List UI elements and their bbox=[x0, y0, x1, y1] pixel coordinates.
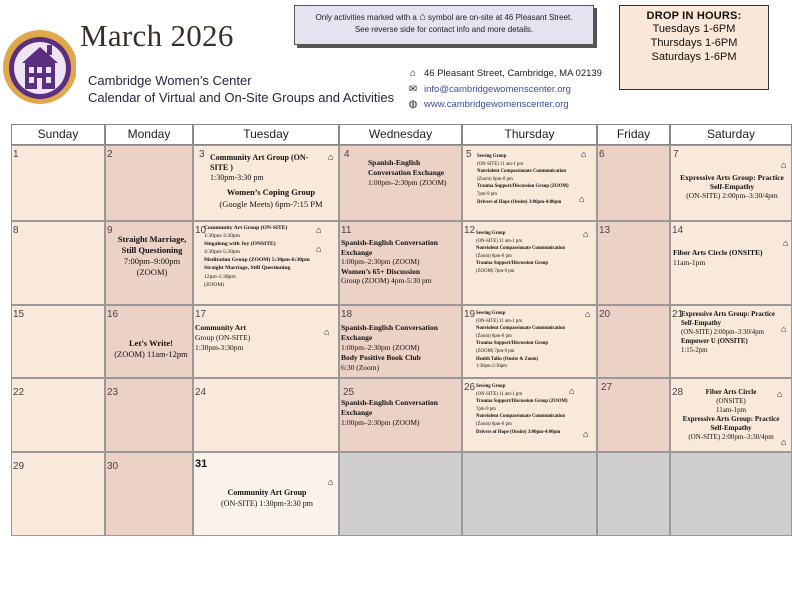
event-title: Drivers of Hope (Onsite) 3:00pm-4:00pm bbox=[477, 199, 562, 205]
event-title: Trauma Support/Discussion Group bbox=[476, 341, 549, 347]
event-title: Straight Marriage, Still Questioning bbox=[117, 234, 187, 255]
event-list bbox=[476, 383, 596, 436]
event-list bbox=[681, 388, 781, 442]
event-list bbox=[675, 173, 789, 200]
event-list bbox=[341, 238, 461, 286]
event-list bbox=[368, 158, 458, 188]
event-time: 4:30pm-5:30pm bbox=[204, 249, 241, 256]
event-list bbox=[110, 338, 192, 360]
event-time: 1:30pm-2:30pm bbox=[476, 364, 507, 370]
event-title: Sewing Group bbox=[477, 154, 507, 159]
house-icon: ⌂ bbox=[585, 309, 591, 319]
event-time: (ON-SITE) 11 am-1 pm bbox=[476, 391, 523, 397]
date-number: 28 bbox=[672, 387, 684, 398]
event-title: Meditation Group (ZOOM) 5:30pm-6:30pm bbox=[204, 257, 310, 264]
house-icon: ⌂ bbox=[581, 149, 587, 159]
event-time: 7pm-9 pm bbox=[476, 406, 496, 412]
event-time: (Google Meets) 6pm-7:15 PM bbox=[219, 199, 323, 209]
day-cell bbox=[670, 305, 792, 378]
event-list bbox=[341, 323, 461, 373]
house-icon: ⌂ bbox=[328, 477, 334, 487]
drop-in-line: Saturdays 1-6PM bbox=[651, 51, 737, 63]
event-time: (Zoom) 6pm-8 pm bbox=[477, 176, 513, 182]
event-title: Trauma Support/Discussion Group bbox=[476, 261, 549, 267]
event-time: (ZOOM) bbox=[204, 281, 225, 288]
house-icon: ⌂ bbox=[324, 327, 330, 337]
onsite-notice bbox=[294, 5, 594, 45]
drop-in-line: Tuesdays 1-6PM bbox=[652, 23, 736, 35]
event-list bbox=[210, 153, 326, 183]
website-row[interactable] bbox=[406, 97, 602, 113]
envelope-icon: ✉ bbox=[408, 83, 418, 95]
event-title: Expressive Arts Group: Practice Self-Empathy bbox=[681, 311, 775, 327]
day-header-wednesday: Wednesday bbox=[339, 124, 462, 145]
event-time: (ON-SITE) 11 am-1 pm bbox=[477, 161, 524, 167]
event-time: 11am-1pm bbox=[673, 258, 706, 267]
event-title: Expressive Arts Group: Practice Self-Empathy bbox=[680, 173, 784, 191]
event-title: Spanish-English Conversation Exchange bbox=[341, 323, 438, 342]
cambridge-womens-center-logo bbox=[2, 25, 76, 105]
house-icon: ⌂ bbox=[781, 324, 787, 334]
date-number: 11 bbox=[341, 225, 352, 236]
house-icon: ⌂ bbox=[583, 429, 589, 439]
date-number: 3 bbox=[199, 149, 205, 160]
event-title: Community Art bbox=[195, 323, 247, 332]
event-list bbox=[673, 248, 781, 268]
event-time: 1:00pm–2:30pm (ZOOM) bbox=[341, 257, 420, 267]
event-title: Singalong with Joy (ONSITE) bbox=[204, 241, 276, 248]
event-title: Trauma Support/Discussion Group (ZOOM) bbox=[477, 184, 569, 190]
globe-icon: ◍ bbox=[408, 99, 418, 110]
day-cell bbox=[597, 221, 670, 305]
event-time: 1:15-2pm bbox=[681, 347, 708, 354]
event-time: (ON-SITE) 2:00pm–3:30/4pm bbox=[681, 329, 764, 336]
event-time: (ON-SITE) 2:00pm–3:30/4pm bbox=[686, 191, 778, 200]
day-header-tuesday: Tuesday bbox=[193, 124, 339, 145]
website-link[interactable]: www.cambridgewomenscenter.org bbox=[424, 99, 569, 110]
house-icon: ⌂ bbox=[316, 225, 322, 235]
event-title: Health Talks (Onsite & Zoom) bbox=[476, 356, 539, 362]
day-cell bbox=[105, 145, 193, 221]
day-cell bbox=[462, 221, 597, 305]
notice-line-1: Only activities marked with a ⌂ symbol are on-site at 46 Pleasant Street. bbox=[315, 11, 573, 23]
house-icon: ⌂ bbox=[328, 152, 334, 162]
house-icon: ⌂ bbox=[419, 11, 426, 23]
event-time: (ON-SITE) 2:00pm–3:30/4pm bbox=[688, 433, 774, 441]
event-time: (ON-SITE) 1:30pm-3:30 pm bbox=[221, 499, 313, 508]
day-cell bbox=[193, 378, 339, 452]
empty-day-cell bbox=[339, 452, 462, 536]
event-title: Nonviolent Compassionate Communication bbox=[477, 169, 567, 175]
event-time: 1:00pm–2:30pm (ZOOM) bbox=[368, 178, 447, 187]
address-row bbox=[406, 66, 602, 82]
house-icon: ⌂ bbox=[409, 68, 417, 79]
house-icon: ⌂ bbox=[316, 244, 322, 254]
event-list bbox=[195, 323, 315, 353]
day-cell bbox=[597, 305, 670, 378]
org-heading bbox=[88, 72, 394, 106]
event-list bbox=[204, 224, 338, 289]
date-number: 1 bbox=[13, 149, 19, 160]
day-cell bbox=[597, 145, 670, 221]
empty-day-cell bbox=[597, 452, 670, 536]
day-cell bbox=[193, 145, 339, 221]
day-cell bbox=[11, 452, 105, 536]
house-icon: ⌂ bbox=[781, 437, 787, 447]
day-header-monday: Monday bbox=[105, 124, 193, 145]
date-number: 31 bbox=[195, 458, 208, 470]
notice-line-2: See reverse side for contact info and more details. bbox=[354, 25, 534, 34]
event-time: 1:00pm–2:30pm (ZOOM) bbox=[341, 418, 420, 427]
event-list bbox=[204, 186, 338, 210]
event-time: (ONSITE) bbox=[716, 397, 746, 405]
date-number: 6 bbox=[599, 149, 605, 160]
date-number: 12 bbox=[464, 225, 476, 236]
event-time: 7:00pm–9:00pm (ZOOM) bbox=[123, 256, 181, 277]
date-number: 26 bbox=[464, 382, 476, 393]
event-time: (ON-SITE) 11 am-1 pm bbox=[476, 238, 523, 244]
email-link[interactable]: info@cambridgewomenscenter.org bbox=[424, 83, 571, 95]
event-title: Sewing Group bbox=[476, 384, 506, 389]
event-title: Fiber Arts Circle bbox=[705, 388, 757, 396]
date-number: 30 bbox=[107, 461, 119, 472]
contact-info bbox=[406, 66, 602, 113]
house-icon: ⌂ bbox=[781, 160, 787, 170]
date-number: 25 bbox=[343, 387, 355, 398]
event-title: Straight Marriage, Still Questioning bbox=[204, 265, 291, 272]
day-header-friday: Friday bbox=[597, 124, 670, 145]
event-title: Sewing Group bbox=[476, 311, 506, 316]
event-time: 1:00pm–2:30pm (ZOOM) bbox=[341, 343, 420, 352]
day-cell bbox=[105, 378, 193, 452]
day-cell bbox=[11, 378, 105, 452]
day-cell bbox=[11, 305, 105, 378]
event-time: 1:30pm-3:30pm bbox=[195, 343, 244, 352]
day-cell bbox=[193, 221, 339, 305]
day-cell bbox=[339, 145, 462, 221]
event-title: Trauma Support/Discussion Group (ZOOM) bbox=[476, 399, 568, 405]
date-number: 27 bbox=[601, 382, 613, 393]
event-time: (ON-SITE) 11 am-1 pm bbox=[476, 318, 523, 324]
event-time: (ZOOM) 7pm-9 pm bbox=[476, 268, 515, 274]
date-number: 24 bbox=[195, 387, 207, 398]
date-number: 19 bbox=[464, 309, 476, 320]
event-title: Nonviolent Compassionate Communication bbox=[476, 246, 566, 252]
house-icon: ⌂ bbox=[777, 389, 783, 399]
event-time: 12pm-1:30pm bbox=[204, 273, 236, 280]
date-number: 20 bbox=[599, 309, 611, 320]
event-time: (ZOOM) 11am-12pm bbox=[114, 349, 188, 359]
day-cell bbox=[339, 305, 462, 378]
date-number: 29 bbox=[13, 461, 25, 472]
event-title: Spanish-English Conversation Exchange bbox=[341, 398, 438, 417]
day-cell bbox=[597, 378, 670, 452]
date-number: 18 bbox=[341, 309, 353, 320]
event-list bbox=[341, 398, 461, 428]
event-title: Women’s 65+ Discussion bbox=[341, 266, 421, 276]
event-title: Community Art Group bbox=[227, 488, 307, 497]
event-title: Group (ON-SITE) bbox=[195, 333, 251, 342]
date-number: 10 bbox=[195, 225, 207, 236]
event-title: Nonviolent Compassionate Communication bbox=[476, 414, 566, 420]
day-cell bbox=[193, 305, 339, 378]
org-name: Cambridge Women’s Center bbox=[88, 73, 252, 88]
event-list bbox=[476, 230, 596, 276]
event-list bbox=[476, 310, 596, 371]
day-cell bbox=[339, 378, 462, 452]
date-number: 9 bbox=[107, 225, 113, 236]
event-time: 6:30 (Zoom) bbox=[341, 363, 380, 372]
event-title: Community Art Group (ON-SITE ) bbox=[210, 153, 309, 172]
empty-day-cell bbox=[670, 452, 792, 536]
day-cell bbox=[105, 221, 193, 305]
event-time: (Zoom) 6pm-8 pm bbox=[476, 421, 512, 427]
house-icon: ⌂ bbox=[783, 238, 789, 248]
event-title: Women’s Coping Group bbox=[226, 187, 316, 197]
day-cell bbox=[193, 452, 339, 536]
org-subtitle: Calendar of Virtual and On-Site Groups and Activities bbox=[88, 90, 395, 105]
event-time: 7pm-9 pm bbox=[477, 191, 497, 197]
event-title: Sewing Group bbox=[476, 231, 506, 236]
date-number: 8 bbox=[13, 225, 19, 236]
date-number: 15 bbox=[13, 309, 25, 320]
month-title: March 2026 bbox=[80, 18, 234, 53]
date-number: 16 bbox=[107, 309, 119, 320]
drop-in-title: DROP IN HOURS: bbox=[646, 10, 742, 22]
date-number: 14 bbox=[672, 225, 684, 236]
event-title: Fiber Arts Circle (ONSITE) bbox=[673, 248, 763, 257]
day-cell bbox=[339, 221, 462, 305]
house-icon: ⌂ bbox=[579, 194, 585, 204]
house-icon: ⌂ bbox=[583, 229, 589, 239]
event-time: 1:30pm-3:30 pm bbox=[210, 173, 264, 182]
event-list bbox=[200, 487, 334, 509]
event-time: (ZOOM) 7pm-9 pm bbox=[476, 348, 515, 354]
empty-day-cell bbox=[462, 452, 597, 536]
event-title: Expressive Arts Group: Practice Self-Empathy bbox=[682, 415, 780, 432]
event-list bbox=[112, 234, 192, 278]
event-time: 1:30pm-3:30pm bbox=[204, 233, 241, 240]
day-cell bbox=[105, 452, 193, 536]
event-title: Empower U (ONSITE) bbox=[681, 338, 748, 345]
day-cell bbox=[462, 145, 597, 221]
date-number: 13 bbox=[599, 225, 611, 236]
event-title: Let’s Write! bbox=[129, 338, 173, 348]
event-title: Spanish-English Conversation Exchange bbox=[368, 158, 445, 177]
event-title: Nonviolent Compassionate Communication bbox=[476, 326, 566, 332]
day-header-sunday: Sunday bbox=[11, 124, 105, 145]
drop-in-hours-box bbox=[619, 5, 769, 90]
event-list bbox=[681, 310, 781, 355]
day-cell bbox=[11, 145, 105, 221]
date-number: 2 bbox=[107, 149, 113, 160]
day-cell bbox=[105, 305, 193, 378]
drop-in-line: Thursdays 1-6PM bbox=[650, 37, 738, 49]
event-time: Group (ZOOM) 4pm-5:30 pm bbox=[341, 276, 432, 286]
event-title: Body Positive Book Club bbox=[341, 353, 421, 362]
date-number: 5 bbox=[466, 149, 472, 160]
date-number: 23 bbox=[107, 387, 119, 398]
event-list bbox=[477, 153, 597, 206]
event-time: (Zoom) 6pm-8 pm bbox=[476, 253, 512, 259]
day-cell bbox=[670, 221, 792, 305]
day-cell bbox=[670, 378, 792, 452]
address-text: 46 Pleasant Street, Cambridge, MA 02139 bbox=[424, 68, 602, 79]
day-cell bbox=[11, 221, 105, 305]
date-number: 17 bbox=[195, 309, 207, 320]
email-row[interactable] bbox=[406, 82, 602, 98]
event-title: Drivers of Hope (Onsite) 3:00pm-4:00pm bbox=[476, 429, 561, 435]
event-title: Spanish-English Conversation Exchange bbox=[341, 238, 438, 257]
event-title: Community Art Group (ON-SITE) bbox=[204, 225, 288, 231]
date-number: 4 bbox=[344, 149, 350, 160]
day-cell bbox=[462, 378, 597, 452]
day-header-saturday: Saturday bbox=[670, 124, 792, 145]
event-time: (Zoom) 6pm-8 pm bbox=[476, 333, 512, 339]
event-time: 11am-1pm bbox=[715, 406, 747, 414]
date-number: 21 bbox=[672, 309, 684, 320]
day-cell bbox=[462, 305, 597, 378]
date-number: 7 bbox=[673, 149, 679, 160]
day-cell bbox=[670, 145, 792, 221]
day-header-thursday: Thursday bbox=[462, 124, 597, 145]
date-number: 22 bbox=[13, 387, 25, 398]
house-icon: ⌂ bbox=[569, 386, 575, 396]
